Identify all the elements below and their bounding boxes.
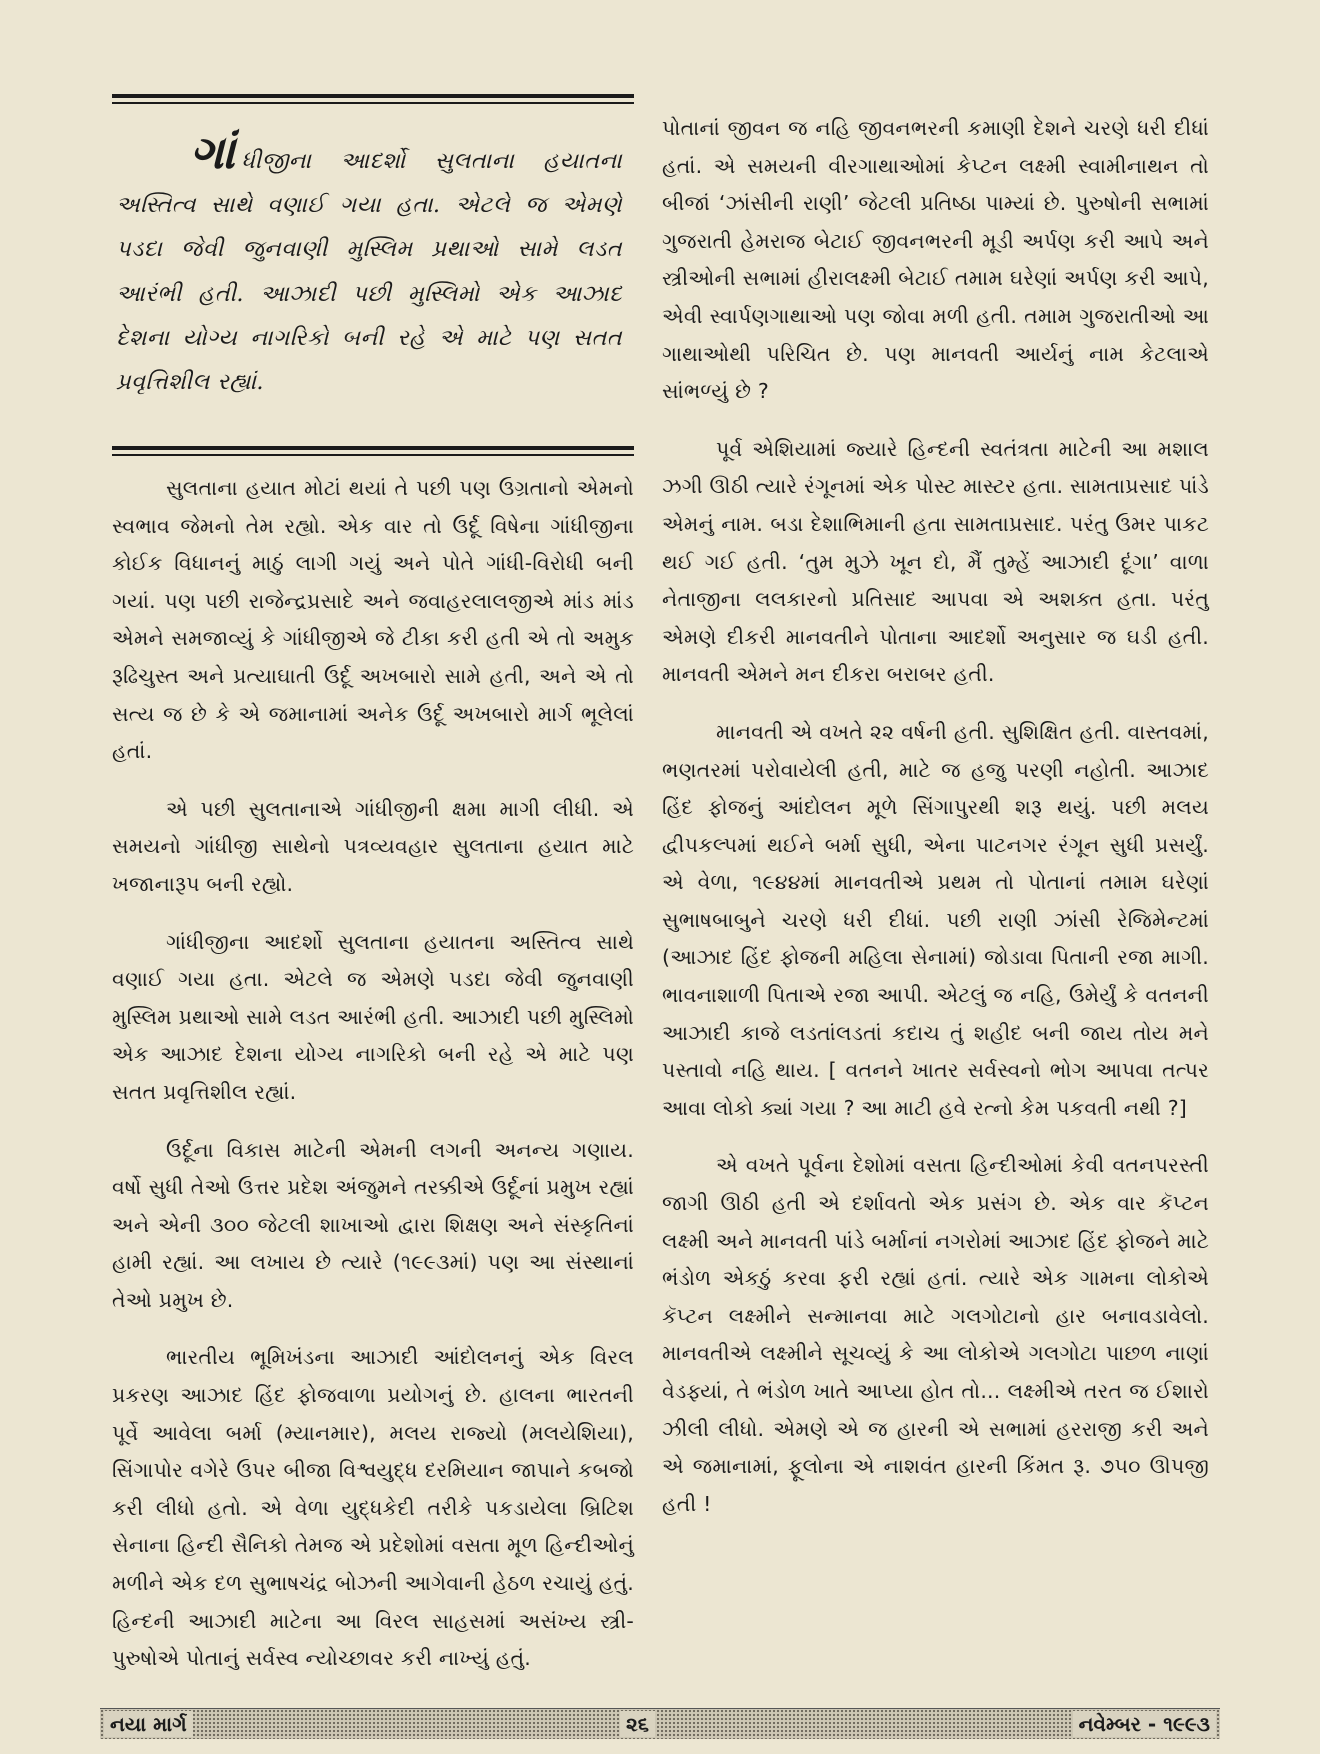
- paragraph: એ વખતે પૂર્વના દેશોમાં વસતા હિન્દીઓમાં કેવી વતનપરસ્તી જાગી ઊઠી હતી એ દર્શાવતો એક પ્રસંગ છે. એક વાર કૅપ્ટન લક્ષ્મી અને માનવતી પાંડે બર્માનાં નગરોમાં આઝાદ હિંદ ફોજને માટે ભંડોળ એકઠું કરવા ફરી રહ્યાં હતાં. ત્યારે એક ગામના લોકોએ કૅપ્ટન લક્ષ્મીને સન્માનવા માટે ગલગોટાનો હાર બનાવડાવેલો. માનવતીએ લક્ષ્મીને સૂચવ્યું કે આ લોકોએ ગલગોટા પાછળ નાણાં વેડફ્યાં, તે ભંડોળ ખાતે આપ્યા હોત તો... લક્ષ્મીએ તરત જ ઈશારો ઝીલી લીધો. એમણે એ જ હારની એ સભામાં હરરાજી કરી અને એ જમાનામાં, ફૂલોના એ નાશવંત હારની કિંમત રૂ. ૭૫૦ ઊપજી હતી !: [662, 1153, 1209, 1516]
- paragraph: એ પછી સુલતાનાએ ગાંધીજીની ક્ષમા માગી લીધી. એ સમયનો ગાંધીજી સાથેનો પત્રવ્યવહાર સુલતાના હયાત માટે ખજાનારૂપ બની રહ્યો.: [112, 796, 634, 896]
- footer-magazine-name: નયા માર્ગ: [104, 1711, 193, 1737]
- paragraph: માનવતી એ વખતે ૨૨ વર્ષની હતી. સુશિક્ષિત હતી. વાસ્તવમાં, ભણતરમાં પરોવાયેલી હતી, માટે જ હજુ પરણી નહોતી. આઝાદ હિંદ ફોજનું આંદોલન મૂળે સિંગાપુરથી શરૂ થયું. પછી મલય દ્વીપકલ્પમાં થઈને બર્મા સુધી, એના પાટનગર રંગૂન સુધી પ્રસર્યું. એ વેળા, ૧૯૪૪માં માનવતીએ પ્રથમ તો પોતાનાં તમામ ઘરેણાં સુભાષબાબુને ચરણે ધરી દીધાં. પછી રાણી ઝાંસી રેજિમેન્ટમાં (આઝાદ હિંદ ફોજની મહિલા સેનામાં) જોડાવા પિતાની રજા માગી. ભાવનાશાળી પિતાએ રજા આપી. એટલું જ નહિ, ઉમેર્યું કે વતનની આઝાદી કાજે લડતાંલડતાં કદાચ તું શહીદ બની જાય તોય મને પસ્તાવો નહિ થાય. [ વતનને ખાતર સર્વસ્વનો ભોગ આપવા તત્પર આવા લોકો ક્યાં ગયા ? આ માટી હવે રત્નો કેમ પકવતી નથી ?]: [662, 719, 1209, 1120]
- left-column: [112, 470, 634, 1698]
- paragraph: સુલતાના હયાત મોટાં થયાં તે પછી પણ ઉગ્રતાનો એમનો સ્વભાવ જેમનો તેમ રહ્યો. એક વાર તો ઉર્દૂ વિષેના ગાંધીજીના કોઈક વિધાનનું માઠું લાગી ગયું અને પોતે ગાંધી-વિરોધી બની ગયાં. પણ પછી રાજેન્દ્રપ્રસાદે અને જવાહરલાલજીએ માંડ માંડ એમને સમજાવ્યું કે ગાંધીજીએ જે ટીકા કરી હતી એ તો અમુક રૂઢિચુસ્ત અને પ્રત્યાઘાતી ઉર્દૂ અખબારો સામે હતી, અને એ તો સત્ય જ છે કે એ જમાનામાં અનેક ઉર્દૂ અખબારો માર્ગ ભૂલેલાં હતાં.: [112, 476, 634, 764]
- paragraph: ભારતીય ભૂમિખંડના આઝાદી આંદોલનનું એક વિરલ પ્રકરણ આઝાદ હિંદ ફોજવાળા પ્રયોગનું છે. હાલના ભારતની પૂર્વે આવેલા બર્મા (મ્યાનમાર), મલય રાજ્યો (મલયેશિયા), સિંગાપોર વગેરે ઉપર બીજા વિશ્વયુદ્ધ દરમિયાન જાપાને કબજો કરી લીધો હતો. એ વેળા યુદ્ધકેદી તરીકે પકડાયેલા બ્રિટિશ સેનાના હિન્દી સૈનિકો તેમજ એ પ્રદેશોમાં વસતા મૂળ હિન્દીઓનું મળીને એક દળ સુભાષચંદ્ર બોઝની આગેવાની હેઠળ રચાયું હતું. હિન્દની આઝાદી માટેના આ વિરલ સાહસમાં અસંખ્ય સ્ત્રી-પુરુષોએ પોતાનું સર્વસ્વ ન્યોચ્છાવર કરી નાખ્યું હતું.: [112, 1345, 634, 1671]
- paragraph: પૂર્વ એશિયામાં જ્યારે હિન્દની સ્વતંત્રતા માટેની આ મશાલ ઝગી ઊઠી ત્યારે રંગૂનમાં એક પોસ્ટ માસ્ટર હતા. સામતાપ્રસાદ પાંડે એમનું નામ. બડા દેશાભિમાની હતા સામતાપ્રસાદ. પરંતુ ઉમર પાકટ થઈ ગઈ હતી. ‘તુમ મુઝે ખૂન દો, મૈં તુમ્હેં આઝાદી દૂંગા’ વાળા નેતાજીના લલકારનો પ્રતિસાદ આપવા એ અશક્ત હતા. પરંતુ એમણે દીકરી માનવતીને પોતાના આદર્શો અનુસાર જ ઘડી હતી. માનવતી એમને મન દીકરા બરાબર હતી.: [662, 436, 1209, 687]
- pullquote-dropcap: ગાં: [190, 125, 236, 179]
- paragraph: ઉર્દૂના વિકાસ માટેની એમની લગની અનન્ય ગણાય. વર્ષો સુધી તેઓ ઉત્તર પ્રદેશ અંજુમને તરક્કીએ ઉર્દૂનાં પ્રમુખ રહ્યાં અને એની ૩૦૦ જેટલી શાખાઓ દ્વારા શિક્ષણ અને સંસ્કૃતિનાં હામી રહ્યાં. આ લખાય છે ત્યારે (૧૯૯૩માં) પણ આ સંસ્થાનાં તેઓ પ્રમુખ છે.: [112, 1137, 634, 1312]
- pullquote: [116, 125, 622, 404]
- pullquote-text: ધીજીના આદર્શો સુલતાના હયાતના અસ્તિત્વ સાથે વણાઈ ગયા હતા. એટલે જ એમણે પડદા જેવી જુનવાણી મુસ્લિમ પ્રથાઓ સામે લડત આરંભી હતી. આઝાદી પછી મુસ્લિમો એક આઝાદ દેશના યોગ્ય નાગરિકો બની રહે એ માટે પણ સતત પ્રવૃત્તિશીલ રહ્યાં.: [116, 148, 622, 396]
- pullquote-bottom-rule: [112, 446, 634, 456]
- footer-page-number: ૨૬: [620, 1711, 655, 1737]
- right-column: [662, 110, 1209, 1543]
- page-footer: [100, 1708, 1220, 1739]
- pullquote-top-rule: [112, 94, 634, 104]
- paragraph: પોતાનાં જીવન જ નહિ જીવનભરની કમાણી દેશને ચરણે ધરી દીધાં હતાં. એ સમયની વીરગાથાઓમાં કેપ્ટન લક્ષ્મી સ્વામીનાથન તો બીજાં ‘ઝાંસીની રાણી’ જેટલી પ્રતિષ્ઠા પામ્યાં છે. પુરુષોની સભામાં ગુજરાતી હેમરાજ બેટાઈ જીવનભરની મૂડી અર્પણ કરી આપે અને સ્ત્રીઓની સભામાં હીરાલક્ષ્મી બેટાઈ તમામ ઘરેણાં અર્પણ કરી આપે, એવી સ્વાર્પણગાથાઓ પણ જોવા મળી હતી. તમામ ગુજરાતીઓ આ ગાથાઓથી પરિચિત છે. પણ માનવતી આર્યનું નામ કેટલાએ સાંભળ્યું છે ?: [662, 116, 1209, 404]
- paragraph: ગાંધીજીના આદર્શો સુલતાના હયાતના અસ્તિત્વ સાથે વણાઈ ગયા હતા. એટલે જ એમણે પડદા જેવી જુનવાણી મુસ્લિમ પ્રથાઓ સામે લડત આરંભી હતી. આઝાદી પછી મુસ્લિમો એક આઝાદ દેશના યોગ્ય નાગરિકો બની રહે એ માટે પણ સતત પ્રવૃત્તિશીલ રહ્યાં.: [112, 929, 634, 1104]
- footer-issue-date: નવેમ્બર - ૧૯૯૩: [1073, 1711, 1216, 1737]
